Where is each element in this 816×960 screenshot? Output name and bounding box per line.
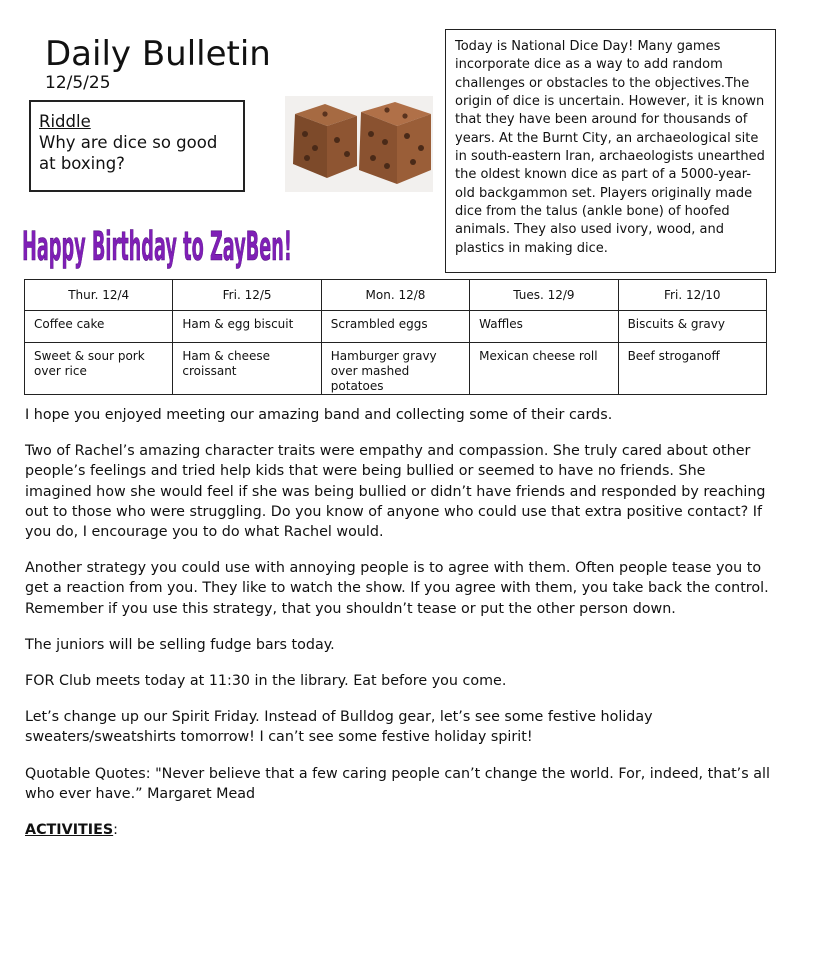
menu-cell: Waffles <box>470 311 618 343</box>
menu-cell: Mexican cheese roll <box>470 343 618 395</box>
riddle-question: Why are dice so good at boxing? <box>39 133 218 173</box>
page-title: Daily Bulletin <box>45 34 271 74</box>
menu-cell: Hamburger gravy over mashed potatoes <box>321 343 469 395</box>
activities-colon: : <box>113 822 118 839</box>
dice-image <box>285 96 433 192</box>
announcement-paragraph: Let’s change up our Spirit Friday. Instead of Bulldog gear, let’s see some festive holiday sweaters/sweatshirts tomorrow! I can’t see some festive holiday spirit! <box>25 709 653 746</box>
menu-cell: Beef stroganoff <box>618 343 766 395</box>
menu-cell: Scrambled eggs <box>321 311 469 343</box>
menu-cell: Ham & cheese croissant <box>173 343 321 395</box>
menu-day-header: Thur. 12/4 <box>25 280 173 311</box>
riddle-box <box>29 100 245 192</box>
announcement-paragraph: Another strategy you could use with annoying people is to agree with them. Often people tease you to get a reaction from you. They like to watch the show. If you agree with them, you take back the control. Remember if you use this strategy, that you shouldn’t tease or put the other person down. <box>25 560 769 617</box>
menu-day-header: Tues. 12/9 <box>470 280 618 311</box>
menu-breakfast-row <box>25 311 767 343</box>
announcement-paragraph: Two of Rachel’s amazing character traits were empathy and compassion. She truly cared about other people’s feelings and tried help kids that were being bullied or seemed to have no friends. She imagined how she would feel if she was being bullied or didn’t have friends and responded by reaching out to those who were struggling. Do you know of anyone who could use that extra positive contact? If you do, I encourage you to do what Rachel would. <box>25 443 766 541</box>
menu-day-header: Fri. 12/10 <box>618 280 766 311</box>
announcement-paragraph: FOR Club meets today at 11:30 in the library. Eat before you come. <box>25 673 507 690</box>
riddle-label: Riddle <box>39 112 91 131</box>
menu-header-row <box>25 280 767 311</box>
birthday-text: Happy Birthday to ZayBen! <box>22 224 292 270</box>
activities-heading <box>25 820 775 840</box>
announcement-paragraph: I hope you enjoyed meeting our amazing band and collecting some of their cards. <box>25 407 613 423</box>
birthday-banner <box>22 212 297 274</box>
announcement-paragraph: The juniors will be selling fudge bars today. <box>25 636 335 653</box>
announcements <box>25 405 775 856</box>
menu-lunch-row <box>25 343 767 395</box>
quotable-quote: Quotable Quotes: "Never believe that a few caring people can’t change the world. For, indeed, that’s all who ever have.” Margaret Mead <box>25 765 770 802</box>
dice-day-info-box: Today is National Dice Day! Many games incorporate dice as a way to add random challenges or obstacles to the objectives.The origin of dice is uncertain. However, it is known that they have been around for thousands of years. At the Burnt City, an archaeological site in south-eastern Iran, archaeologists unearthed the oldest known dice as part of a 5000-year-old backgammon set. Players originally made dice from the talus (ankle bone) of hoofed animals. They also used ivory, wood, and plastics in making dice. <box>445 29 776 273</box>
menu-cell: Biscuits & gravy <box>618 311 766 343</box>
activities-label: ACTIVITIES <box>25 822 114 839</box>
menu-day-header: Fri. 12/5 <box>173 280 321 311</box>
lunch-menu-table <box>24 279 767 395</box>
menu-cell: Coffee cake <box>25 311 173 343</box>
menu-cell: Sweet & sour pork over rice <box>25 343 173 395</box>
menu-day-header: Mon. 12/8 <box>321 280 469 311</box>
bulletin-date: 12/5/25 <box>45 73 111 93</box>
menu-cell: Ham & egg biscuit <box>173 311 321 343</box>
